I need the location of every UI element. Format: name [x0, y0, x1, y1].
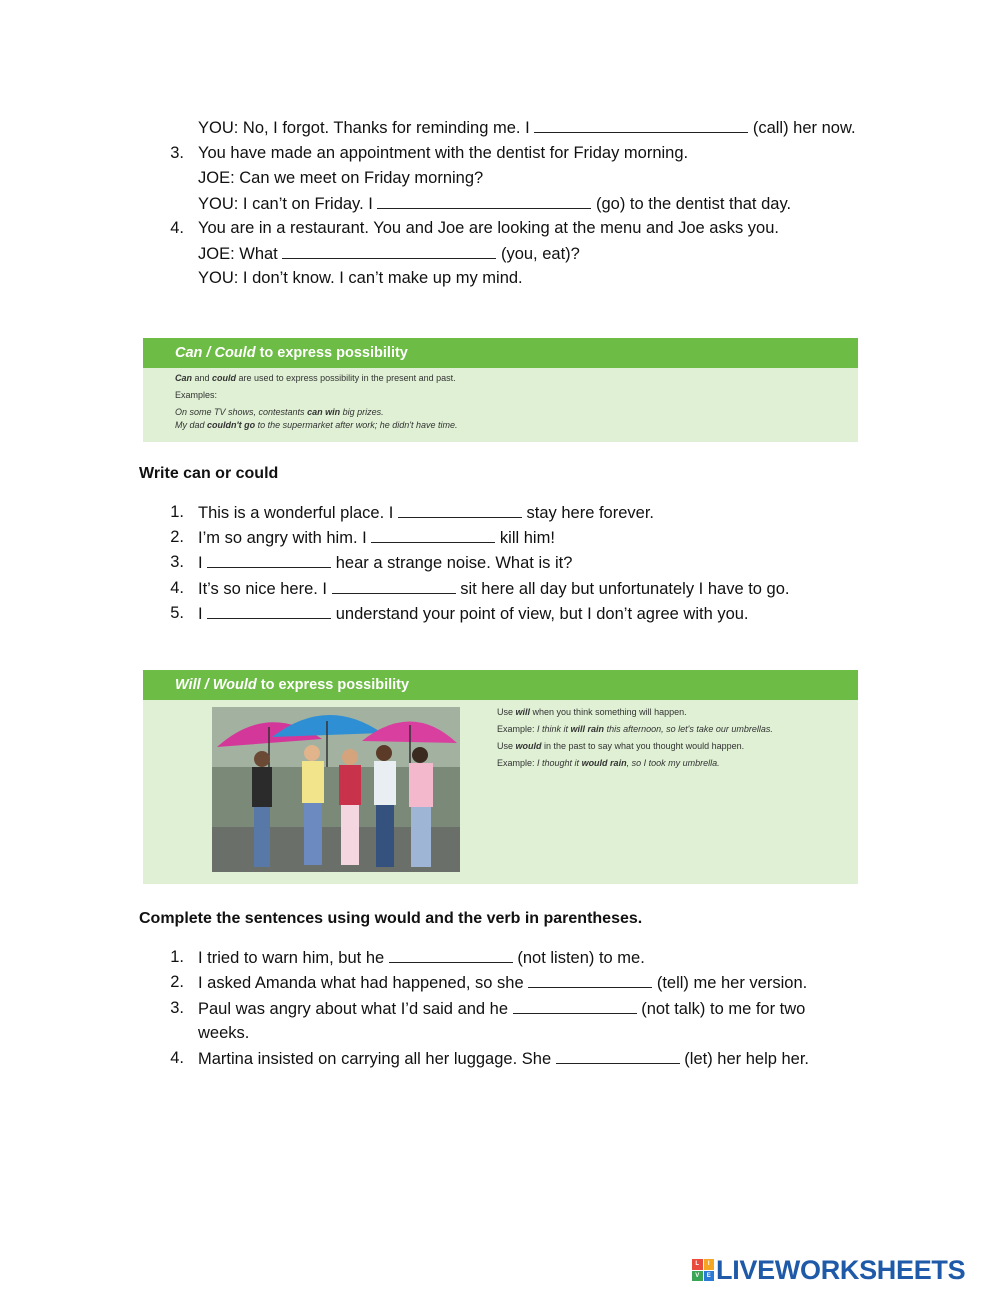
text: Example:	[497, 758, 538, 768]
would-rule	[497, 741, 744, 751]
text: would	[515, 741, 542, 751]
text: are used to express possibility in the present and past.	[236, 373, 456, 383]
title-italic: Will / Would	[175, 677, 257, 693]
logo-letter: E	[704, 1271, 715, 1282]
text: (tell) me her version.	[652, 974, 808, 992]
photo-illustration	[212, 707, 460, 872]
will-would-title-bar	[143, 670, 858, 700]
ex2-item-3	[198, 552, 572, 573]
text: sit here all day but unfortunately I have to go.	[455, 580, 790, 598]
text: would rain	[581, 758, 627, 768]
item4-joe-line	[198, 243, 580, 264]
text: big prizes.	[340, 407, 384, 417]
text: (not talk) to me for two	[636, 1000, 806, 1018]
logo-text: LIVEWORKSHEETS	[716, 1254, 966, 1285]
text: stay here forever.	[521, 504, 655, 522]
umbrella-friends-photo	[212, 707, 460, 872]
text: I think it	[537, 724, 571, 734]
text: kill him!	[495, 529, 555, 547]
would-example	[497, 758, 720, 768]
text: when you think something will happen.	[530, 707, 687, 717]
logo-letter: I	[704, 1259, 715, 1270]
item-number: 2.	[170, 528, 184, 546]
item-number: 2.	[170, 973, 184, 991]
item4-you-line: YOU: I don’t know. I can’t make up my mind.	[198, 269, 523, 287]
answer-blank[interactable]	[528, 972, 652, 988]
item3-joe-line: JOE: Can we meet on Friday morning?	[198, 169, 484, 187]
can-could-rule	[175, 373, 456, 383]
answer-blank[interactable]	[556, 1048, 680, 1064]
text: could	[212, 373, 237, 383]
text: YOU: No, I forgot. Thanks for reminding me. I	[198, 119, 535, 137]
text: can win	[307, 407, 341, 417]
will-example	[497, 724, 773, 734]
text: to the supermarket after work; he didn't have time.	[255, 420, 458, 430]
text: will rain	[570, 724, 605, 734]
item-number: 4.	[170, 219, 184, 237]
logo-letter: L	[692, 1259, 703, 1270]
answer-blank[interactable]	[398, 502, 522, 518]
text: in the past to say what you thought would happen.	[541, 741, 745, 751]
text: I	[198, 605, 208, 623]
ex2-heading: Write can or could	[139, 465, 279, 482]
ex2-item-1	[198, 502, 654, 523]
answer-blank[interactable]	[371, 527, 495, 543]
answer-blank[interactable]	[513, 998, 637, 1014]
ex3-item-2	[198, 972, 807, 993]
text: , so I took my umbrella.	[626, 758, 720, 768]
text: (call) her now.	[748, 119, 856, 137]
text: Use	[497, 707, 516, 717]
text: Example:	[497, 724, 538, 734]
can-example-2	[175, 420, 457, 430]
liveworksheets-logo	[692, 1256, 965, 1284]
answer-blank[interactable]	[534, 117, 748, 133]
answer-blank[interactable]	[377, 193, 591, 209]
item3-prompt: You have made an appointment with the dentist for Friday morning.	[198, 144, 689, 162]
ex3-item-3	[198, 998, 805, 1019]
will-rule	[497, 707, 687, 717]
text: (go) to the dentist that day.	[591, 195, 792, 213]
can-could-title-bar	[143, 338, 858, 368]
item-number: 3.	[170, 144, 184, 162]
text: I tried to warn him, but he	[198, 949, 389, 967]
text: this afternoon, so let's take our umbrellas.	[604, 724, 773, 734]
logo-mark-icon	[692, 1259, 714, 1281]
text: YOU: I can’t on Friday. I	[198, 195, 378, 213]
answer-blank[interactable]	[282, 243, 496, 259]
text: On some TV shows, contestants	[175, 407, 308, 417]
text: (not listen) to me.	[512, 949, 645, 967]
item3-you-line	[198, 193, 791, 214]
ex3-item-3-continuation: weeks.	[198, 1024, 250, 1042]
answer-blank[interactable]	[207, 603, 331, 619]
text: (let) her help her.	[679, 1050, 810, 1068]
text: Use	[497, 741, 516, 751]
text: Paul was angry about what I’d said and he	[198, 1000, 513, 1018]
text: Martina insisted on carrying all her luggage. She	[198, 1050, 556, 1068]
ex3-item-1	[198, 947, 645, 968]
can-could-grammar-box	[143, 338, 858, 442]
item4-prompt: You are in a restaurant. You and Joe are looking at the menu and Joe asks you.	[198, 219, 779, 237]
text: I	[198, 554, 208, 572]
text: I’m so angry with him. I	[198, 529, 372, 547]
ex2-item-2	[198, 527, 555, 548]
ex3-item-4	[198, 1048, 809, 1069]
will-would-grammar-box	[143, 670, 858, 884]
examples-label: Examples:	[175, 390, 218, 400]
text: I asked Amanda what had happened, so she	[198, 974, 529, 992]
text: This is a wonderful place. I	[198, 504, 398, 522]
text: Can	[175, 373, 193, 383]
text: understand your point of view, but I don’t agree with you.	[331, 605, 749, 623]
text: hear a strange noise. What is it?	[331, 554, 573, 572]
item-number: 4.	[170, 1049, 184, 1067]
item-number: 3.	[170, 999, 184, 1017]
title-rest: to express possibility	[255, 345, 408, 361]
ex2-item-4	[198, 578, 790, 599]
item-number: 5.	[170, 604, 184, 622]
can-example-1	[175, 407, 384, 417]
text: (you, eat)?	[496, 245, 580, 263]
item-number: 3.	[170, 553, 184, 571]
item-number: 1.	[170, 948, 184, 966]
ex3-heading: Complete the sentences using would and the verb in parentheses.	[139, 910, 643, 927]
text: will	[515, 707, 531, 717]
answer-blank[interactable]	[389, 947, 513, 963]
logo-letter: V	[692, 1271, 703, 1282]
answer-blank[interactable]	[332, 578, 456, 594]
text: My dad	[175, 420, 208, 430]
text: JOE: What	[198, 245, 283, 263]
item-number: 1.	[170, 503, 184, 521]
title-italic: Can / Could	[175, 345, 256, 361]
title-rest: to express possibility	[256, 677, 410, 693]
ex1-you-line-2	[198, 117, 856, 138]
text: I thought it	[537, 758, 582, 768]
item-number: 4.	[170, 579, 184, 597]
text: and	[192, 373, 213, 383]
text: couldn't go	[207, 420, 256, 430]
answer-blank[interactable]	[207, 552, 331, 568]
ex2-item-5	[198, 603, 749, 624]
text: It’s so nice here. I	[198, 580, 332, 598]
